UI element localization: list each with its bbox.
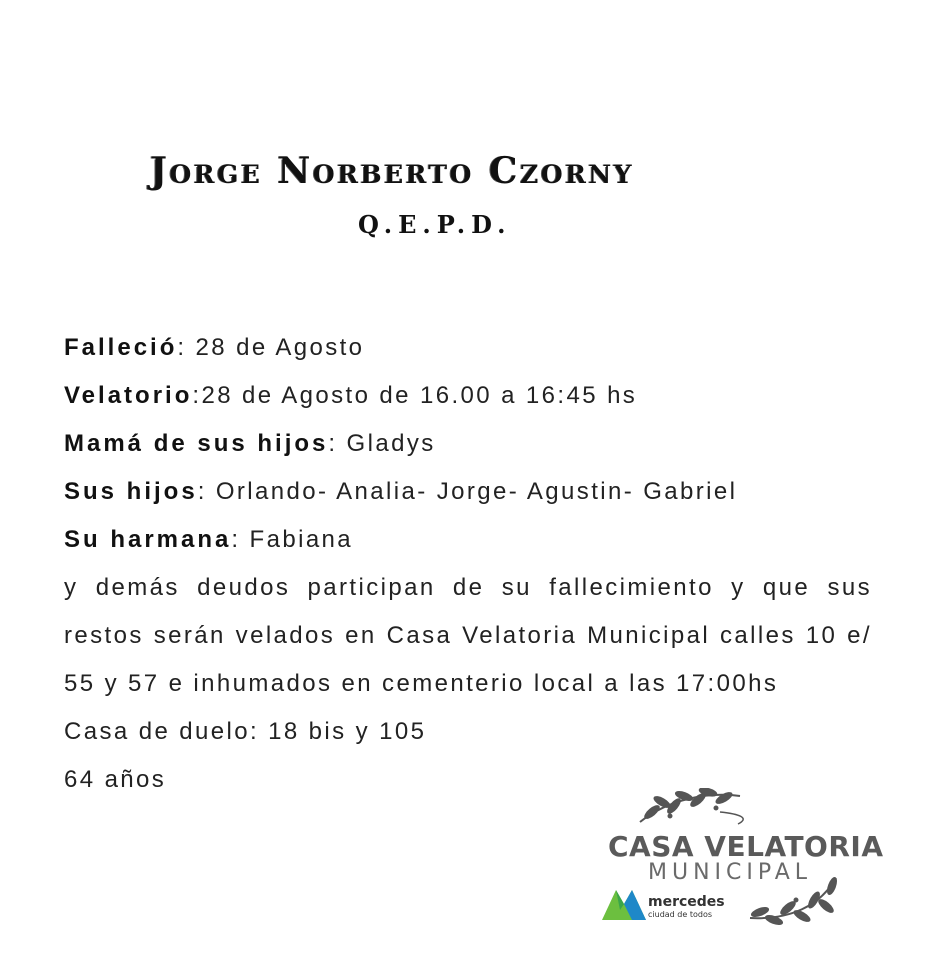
casa-velatoria-logo [600, 788, 884, 928]
detail-row-velatorio [64, 372, 872, 420]
brand-name: mercedes [648, 894, 725, 910]
detail-value: : Orlando- Analia- Jorge- Agustin- Gabriel [197, 478, 738, 505]
detail-value: : Gladys [328, 430, 436, 457]
detail-row-hijos [64, 468, 872, 516]
detail-value: : Fabiana [231, 526, 354, 553]
detail-value: : 28 de Agosto [177, 334, 365, 361]
detail-label: Mamá de sus hijos [64, 430, 329, 457]
mercedes-logo-icon [602, 886, 646, 920]
detail-label: Su harmana [64, 526, 232, 553]
detail-row-fallecio [64, 324, 872, 372]
obituary-body [64, 324, 872, 804]
participation-paragraph: y demás deudos participan de su fallecimiento y que sus restos serán velados en Casa Velatoria Municipal calles 10 e/ 55 y 57 e inhumados en cementerio local a las 17:00hs [64, 574, 872, 697]
age: 64 años [64, 766, 167, 793]
detail-label: Velatorio [64, 382, 193, 409]
detail-row-mama [64, 420, 872, 468]
logo-title: CASA VELATORIA [608, 830, 884, 863]
casa-de-duelo: Casa de duelo: 18 bis y 105 [64, 718, 427, 745]
qepd-text: Q.E.P.D. [358, 210, 512, 239]
detail-row-hermana [64, 516, 872, 564]
deceased-name: Jorge Norberto Czorny [150, 150, 635, 192]
detail-value: :28 de Agosto de 16.00 a 16:45 hs [192, 382, 638, 409]
logo-subtitle: MUNICIPAL [648, 860, 813, 885]
detail-label: Sus hijos [64, 478, 198, 505]
brand-tagline: ciudad de todos [648, 910, 713, 919]
detail-label: Falleció [64, 334, 178, 361]
